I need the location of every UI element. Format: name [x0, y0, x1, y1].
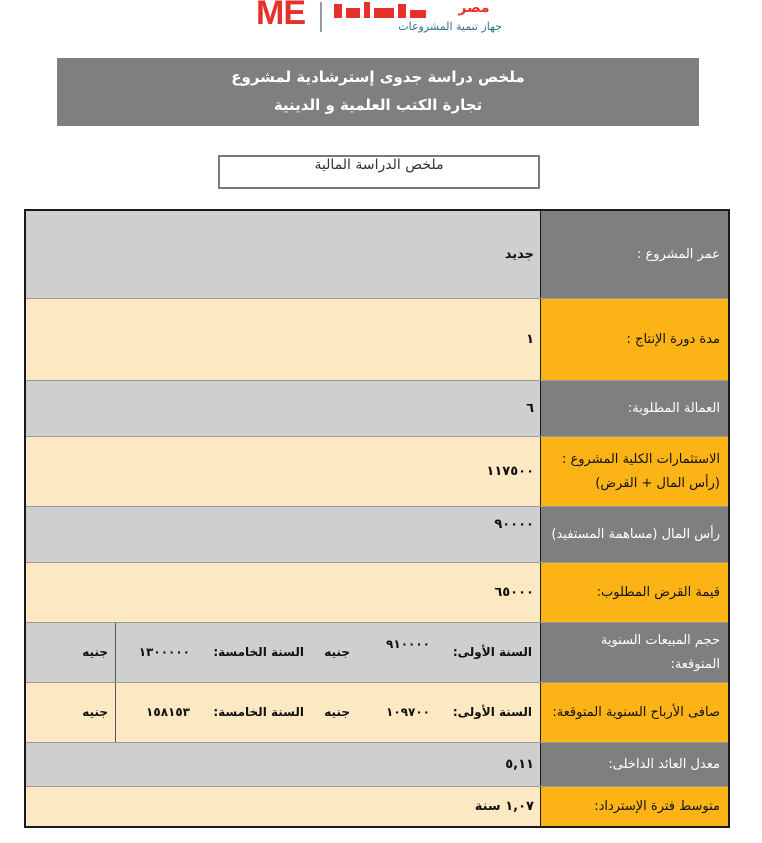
sales-year5-label: السنة الخامسة: [213, 645, 304, 659]
investment-label-line2: (رأس المال + القرض) [595, 475, 720, 491]
investment-label-line1: الاستثمارات الكلية المشروع : [562, 451, 720, 467]
sales-label [540, 623, 728, 682]
row-profit [26, 683, 728, 743]
row-irr [26, 743, 728, 787]
row-cycle [26, 299, 728, 381]
loan-value: ٦٥٠٠٠ [26, 563, 540, 622]
investment-label [540, 437, 728, 506]
title-line-1: ملخص دراسة جدوى إسترشادية لمشروع [231, 68, 525, 86]
sales-label-line2: المتوقعة: [670, 656, 720, 672]
cycle-label: مدة دورة الإنتاج : [540, 299, 728, 380]
labor-label: العمالة المطلوبة: [540, 381, 728, 436]
logo-me-text: ME [256, 0, 305, 32]
logo-mark-icon [330, 0, 430, 20]
logo-separator [320, 2, 322, 32]
irr-label: معدل العائد الداخلى: [540, 743, 728, 786]
project-age-label: عمر المشروع : [540, 211, 728, 298]
logo-subtitle: جهاز تنمية المشروعات [398, 20, 502, 33]
capital-value: ٩٠٠٠٠ [26, 507, 540, 562]
row-capital [26, 507, 728, 563]
sales-year5-unit: جنيه [82, 645, 108, 659]
profit-year5-value: ١٥٨١٥٣ [146, 705, 190, 719]
summary-table [24, 209, 730, 828]
investment-value: ١١٧٥٠٠ [26, 437, 540, 506]
payback-value: ١,٠٧ سنة [26, 787, 540, 826]
irr-value: ٥,١١ [26, 743, 540, 786]
page-title [57, 58, 699, 126]
sales-year5-value: ١٣٠٠٠٠٠ [138, 645, 190, 659]
profit-year5-label: السنة الخامسة: [213, 705, 304, 719]
sales-year1-value: ٩١٠٠٠٠ [386, 637, 430, 651]
sales-year1-label: السنة الأولى: [452, 645, 532, 659]
labor-value: ٦ [26, 381, 540, 436]
profit-year1-value: ١٠٩٧٠٠ [386, 705, 430, 719]
profit-year5-unit: جنيه [82, 705, 108, 719]
capital-label: رأس المال (مساهمة المستفيد) [540, 507, 728, 562]
sales-values [26, 623, 540, 682]
row-investment [26, 437, 728, 507]
loan-label: قيمة القرض المطلوب: [540, 563, 728, 622]
row-sales [26, 623, 728, 683]
row-labor [26, 381, 728, 437]
row-payback [26, 787, 728, 826]
title-line-2: تجارة الكتب العلمية و الدينية [273, 96, 483, 114]
row-project-age [26, 211, 728, 299]
section-subtitle: ملخص الدراسة المالية [218, 155, 540, 189]
logo-brand-text: مصر [458, 0, 490, 16]
sales-label-line1: حجم المبيعات السنوية [600, 632, 720, 648]
project-age-value: جديد [26, 211, 540, 298]
profit-year1-label: السنة الأولى: [452, 705, 532, 719]
profit-values [26, 683, 540, 742]
payback-label: متوسط فترة الإسترداد: [540, 787, 728, 826]
logo [256, 0, 502, 40]
row-loan [26, 563, 728, 623]
sales-year1-unit: جنيه [324, 645, 350, 659]
profit-label: صافى الأرباح السنوية المتوقعة: [540, 683, 728, 742]
cycle-value: ١ [26, 299, 540, 380]
profit-year1-unit: جنيه [324, 705, 350, 719]
